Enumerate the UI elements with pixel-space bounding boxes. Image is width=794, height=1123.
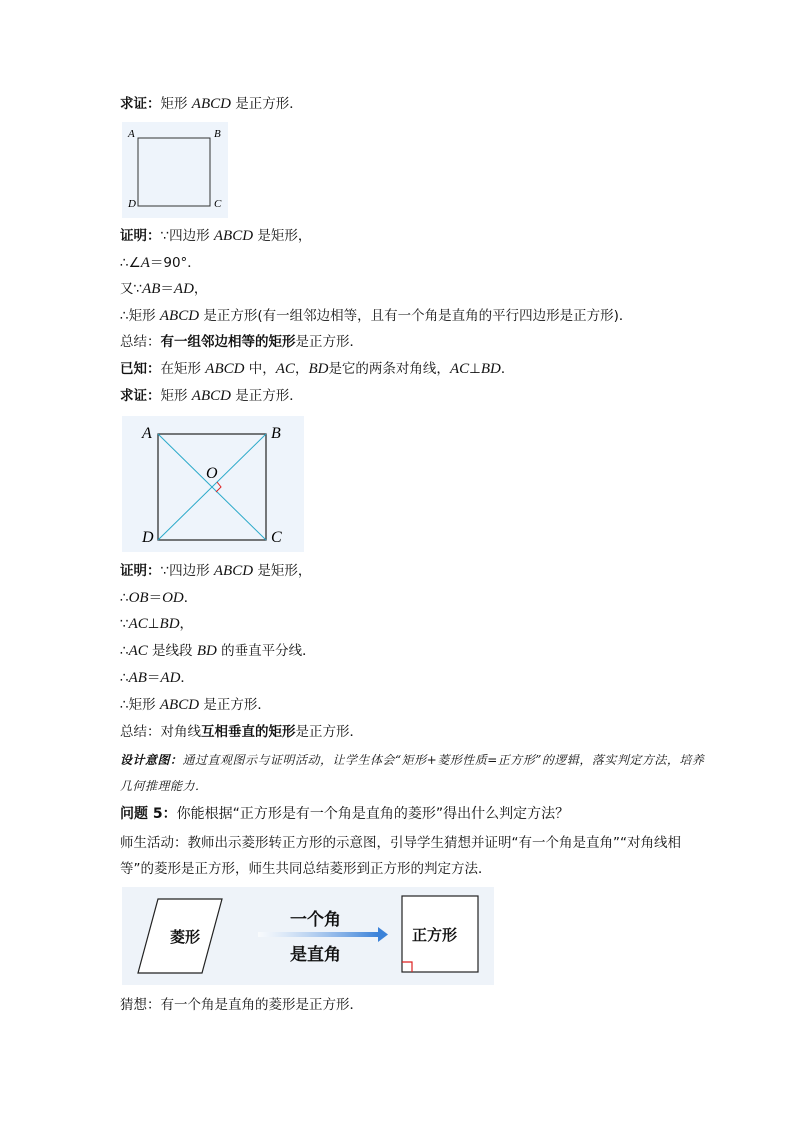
label-d: D — [128, 198, 136, 210]
label-c: C — [271, 529, 282, 546]
math: AC — [128, 643, 148, 659]
text: ． — [500, 361, 515, 377]
text: 中， — [244, 361, 276, 377]
label-o: O — [206, 465, 218, 482]
proof2-line5 — [120, 668, 194, 688]
math: BD — [308, 361, 329, 377]
summary-bold: 有一组邻边相等的矩形 — [160, 334, 296, 350]
proof2-line6 — [120, 695, 271, 715]
text: ∴ — [120, 670, 129, 686]
math: ABCD — [213, 228, 254, 244]
conjecture-text: 有一个角是直角的菱形是正方形． — [160, 997, 363, 1013]
label-a: A — [128, 128, 135, 140]
proof1-qiuzheng-line — [120, 94, 303, 114]
text: 是它的两条对角线， — [328, 361, 450, 377]
math: BD — [480, 361, 501, 377]
qiuzheng-label: 求证： — [120, 96, 161, 112]
design-label: 设计意图： — [120, 753, 183, 767]
square-label: 正方形 — [412, 926, 458, 944]
summary-label: 总结： — [120, 334, 161, 350]
activity-label: 师生活动： — [120, 835, 188, 851]
text: 是正方形． — [295, 724, 363, 740]
proof1-line3 — [120, 279, 207, 299]
text: ， — [193, 281, 208, 297]
qiuzheng-label: 求证： — [120, 388, 161, 404]
proof2-qiuzheng-line — [120, 386, 303, 406]
activity-text: 教师出示菱形转正方形的示意图，引导学生猜想并证明“有一个角是直角”“对角线相等”的菱形是正方形，师生共同总结菱形到正方形的判定方法． — [120, 835, 681, 877]
text: ∴矩形 — [120, 697, 160, 713]
math: AB — [128, 670, 147, 686]
math: ABCD — [159, 697, 200, 713]
proof2-line4 — [120, 641, 316, 661]
text: ∴∠ — [120, 255, 141, 271]
design-text: 通过直观图示与证明活动，让学生体会“矩形+菱形性质=正方形”的逻辑，落实判定方法，培养几何推理能力． — [120, 753, 705, 793]
question5 — [120, 804, 569, 824]
proof1-line2 — [120, 253, 201, 273]
text: 是矩形， — [253, 563, 312, 579]
text: ∵四边形 — [160, 563, 214, 579]
text: ＝ — [148, 590, 163, 606]
square-diagram — [122, 122, 228, 218]
label-b: B — [214, 128, 221, 140]
question5-label: 问题 5： — [120, 806, 177, 822]
math: ABCD — [213, 563, 254, 579]
text: ＝90°． — [149, 255, 201, 271]
text: ， — [179, 616, 194, 632]
text: ． — [183, 590, 198, 606]
proof1-summary — [120, 332, 363, 352]
text: 是线段 — [147, 643, 197, 659]
text: 是正方形． — [199, 697, 271, 713]
text: ． — [180, 670, 194, 686]
math: AC — [449, 361, 470, 377]
text: 矩形 — [160, 388, 192, 404]
text: 是正方形． — [295, 334, 363, 350]
proof2-summary — [120, 722, 363, 742]
math: ABCD — [159, 308, 200, 324]
zhengming-label: 证明： — [120, 563, 161, 579]
proof2-line3 — [120, 614, 193, 634]
text: 在矩形 — [160, 361, 206, 377]
text: 对角线 — [160, 724, 201, 740]
text: ， — [294, 361, 309, 377]
proof1-line1 — [120, 226, 311, 246]
proof2-line2 — [120, 588, 197, 608]
design-intent — [120, 747, 710, 799]
conjecture-label: 猜想： — [120, 997, 161, 1013]
text: 矩形 — [160, 96, 192, 112]
math: AB — [142, 281, 161, 297]
text: ∵ — [120, 616, 129, 632]
label-b: B — [271, 425, 281, 442]
text: 的垂直平分线． — [216, 643, 316, 659]
text: ＝ — [146, 670, 161, 686]
text: 是正方形． — [230, 388, 303, 404]
summary-label: 总结： — [120, 724, 161, 740]
label-c: C — [214, 198, 222, 210]
text: 是正方形(有一组邻边相等，且有一个角是直角的平行四边形是正方形)． — [199, 308, 633, 324]
text: 是正方形． — [230, 96, 303, 112]
proof2-yizhi-line — [120, 359, 514, 379]
math: AC — [128, 616, 148, 632]
math: ABCD — [191, 388, 231, 404]
right-angle-mark — [216, 482, 221, 492]
math: BD — [159, 616, 180, 632]
arrow-top-label: 一个角 — [290, 910, 341, 930]
label-a: A — [142, 425, 152, 442]
question5-text: 你能根据“正方形是有一个角是直角的菱形”得出什么判定方法？ — [176, 806, 570, 822]
arrow-bottom-label: 是直角 — [290, 945, 341, 965]
arrow-head — [378, 927, 388, 942]
text: ⊥ — [147, 616, 160, 632]
text: 又∵ — [120, 281, 143, 297]
math: AC — [275, 361, 295, 377]
label-d: D — [142, 529, 154, 546]
math: A — [140, 255, 150, 271]
text: ∵四边形 — [160, 228, 214, 244]
math: OD — [162, 590, 184, 606]
activity — [120, 830, 700, 882]
math-abcd: ABCD — [191, 96, 231, 112]
text: ∴ — [120, 590, 129, 606]
zhengming-label: 证明： — [120, 228, 161, 244]
arrow-shaft — [258, 932, 378, 937]
summary-bold: 互相垂直的矩形 — [201, 724, 296, 740]
square-figure-2 — [122, 416, 304, 552]
math: AD — [173, 281, 194, 297]
text: ⊥ — [469, 361, 481, 377]
text: ∴矩形 — [120, 308, 160, 324]
square-diagonal-diagram — [122, 416, 304, 552]
proof2-line1 — [120, 561, 311, 581]
text: ∴ — [120, 643, 129, 659]
math: BD — [196, 643, 217, 659]
rhombus-label: 菱形 — [170, 928, 201, 946]
proof1-line4 — [120, 306, 632, 326]
conjecture — [120, 995, 363, 1015]
text: 是矩形， — [253, 228, 312, 244]
math: ABCD — [205, 361, 245, 377]
text: ＝ — [160, 281, 174, 297]
math: AD — [160, 670, 181, 686]
math: OB — [128, 590, 149, 606]
yizhi-label: 已知： — [120, 361, 161, 377]
square-figure-1 — [122, 122, 228, 218]
rhombus-to-square-diagram — [122, 887, 494, 985]
